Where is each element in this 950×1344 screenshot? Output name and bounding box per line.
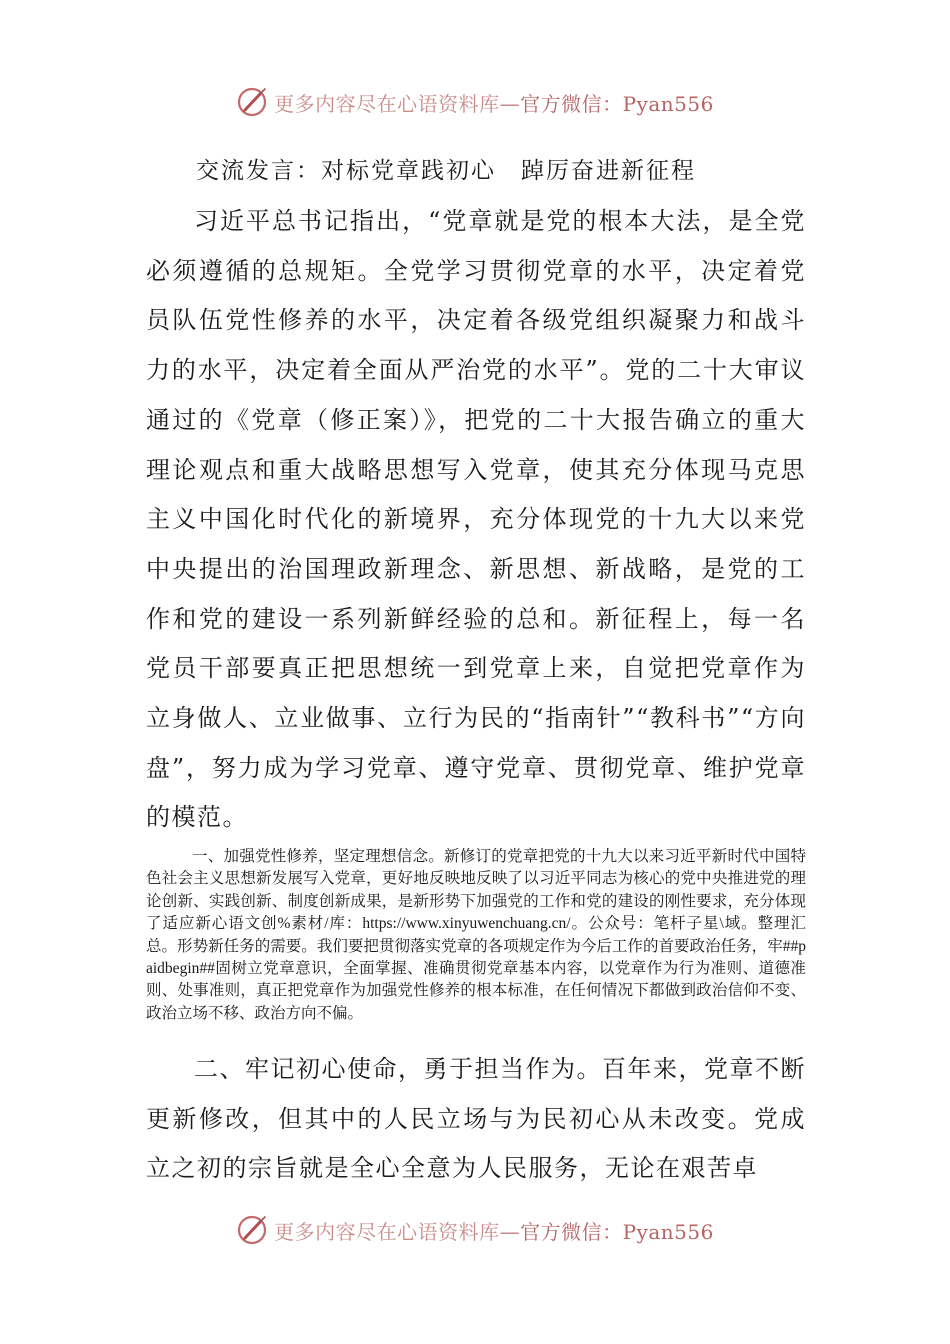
body-paragraph-intro: 习近平总书记指出，“党章就是党的根本大法，是全党必须遵循的总规矩。全党学习贯彻党章的水平，决定着党员队伍党性修养的水平，决定着各级党组织凝聚力和战斗力的水平，决定着全面从严治党的水平”。党的二十大审议通过的《党章（修正案）》，把党的二十大报告确立的重大理论观点和重大战略思想写入党章，使其充分体现马克思主义中国化时代化的新境界，充分体现党的十九大以来党中央提出的治国理政新理念、新思想、新战略，是党的工作和党的建设一系列新鲜经验的总和。新征程上，每一名党员干部要真正把思想统一到党章上来，自觉把党章作为立身做人、立业做事、立行为民的“指南针”“教科书”“方向盘”，努力成为学习党章、遵守党章、贯彻党章、维护党章的模范。 bbox=[146, 207, 806, 832]
watermark-text: 更多内容尽在心语资料库—官方微信：Pyan556 bbox=[274, 1219, 714, 1244]
watermark-banner-bottom bbox=[0, 1210, 950, 1250]
body-paragraph-section-1: 一、加强党性修养，坚定理想信念。新修订的党章把党的十九大以来习近平新时代中国特色社会主义思想新发展写入党章，更好地反映地反映了以习近平同志为核心的党中央推进党的理论创新、实践创新、制度创新成果，是新形势下加强党的工作和党的建设的刚性要求，充分体现了适应新心语文创%素材/库：https://www.xinyuwenchuang.cn/。公众号：笔杆子星\域。整理汇总。形势新任务的需要。我们要把贯彻落实党章的各项规定作为今后工作的首要政治任务，牢##paidbegin##固树立党章意识，全面掌握、准确贯彻党章基本内容，以党章作为行为准则、道德准则、处事准则，真正把党章作为加强党性修养的根本标准，在任何情况下都做到政治信仰不变、政治立场不移、政治方向不偏。 bbox=[146, 848, 806, 1022]
watermark-text: 更多内容尽在心语资料库—官方微信：Pyan556 bbox=[274, 91, 714, 116]
pen-logo-icon bbox=[236, 1213, 270, 1247]
pen-logo-icon bbox=[236, 85, 270, 119]
watermark-banner-top bbox=[0, 82, 950, 122]
document-title: 交流发言：对标党章践初心 踔厉奋进新征程 bbox=[196, 158, 696, 184]
body-paragraph-section-2: 二、牢记初心使命，勇于担当作为。百年来，党章不断更新修改，但其中的人民立场与为民初心从未改变。党成立之初的宗旨就是全心全意为人民服务，无论在艰苦卓 bbox=[146, 1055, 806, 1183]
